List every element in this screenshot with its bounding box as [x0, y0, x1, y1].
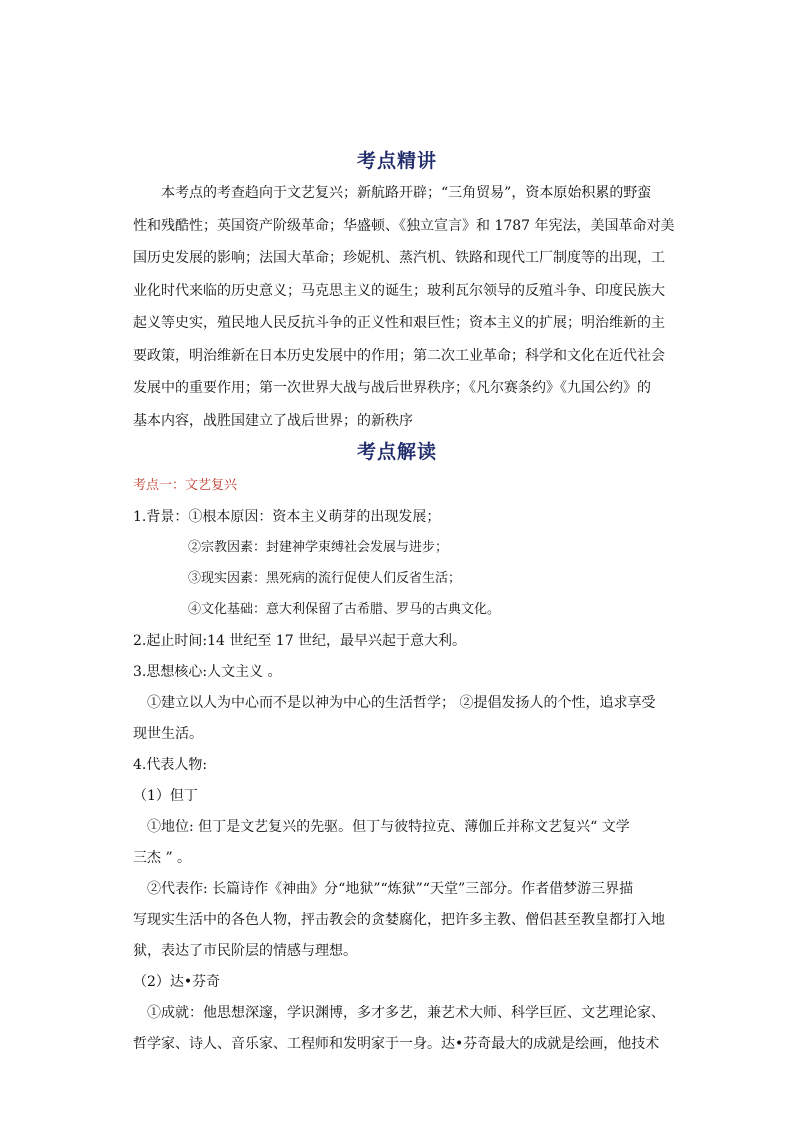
intro-line: 本考点的考查趋向于文艺复兴；新航路开辟；“三角贸易”，资本原始积累的野蛮 — [161, 185, 652, 201]
core-line: 3.思想核心:人文主义 。 — [133, 664, 282, 680]
background-line: 1.背景：①根本原因：资本主义萌芽的出现发展； — [133, 509, 441, 525]
background-line: ②宗教因素：封建神学束缚社会发展与进步； — [188, 540, 449, 555]
davinci-line: ①成就：他思想深邃，学识渊博，多才多艺，兼艺术大师、科学巨匠、文艺理论家、 — [147, 1005, 665, 1021]
dante-line: ①地位: 但丁是文艺复兴的先驱。但丁与彼特拉克、薄伽丘并称文艺复兴“ 文学 — [147, 819, 630, 835]
dante-line: 三杰 ” 。 — [133, 850, 192, 866]
core-detail-line: ①建立以人为中心而不是以神为中心的生活哲学； ②提倡发扬人的个性，追求享受 — [147, 695, 656, 711]
dante-line: ②代表作: 长篇诗作《神曲》分“地狱”“炼狱”“天堂”三部分。作者借梦游三界描 — [147, 881, 634, 897]
section-title-jingjiang: 考点精讲 — [356, 150, 437, 172]
intro-line: 国历史发展的影响；法国大革命；珍妮机、蒸汽机、铁路和现代工厂制度等的出现，工 — [133, 250, 665, 266]
davinci-heading: （2）达•芬奇 — [133, 974, 221, 990]
time-line: 2.起止时间:14 世纪至 17 世纪，最早兴起于意大利。 — [133, 633, 467, 649]
representatives-heading: 4.代表人物: — [133, 757, 208, 773]
dante-heading: （1）但丁 — [133, 788, 198, 804]
kaodian-heading: 考点一：文艺复兴 — [133, 478, 238, 493]
intro-line: 起义等史实，殖民地人民反抗斗争的正义性和艰巨性；资本主义的扩展；明治维新的主 — [133, 315, 665, 331]
intro-line: 要政策，明治维新在日本历史发展中的作用；第二次工业革命；科学和文化在近代社会 — [133, 347, 665, 364]
core-detail-line: 现世生活。 — [133, 726, 203, 742]
intro-line: 发展中的重要作用；第一次世界大战与战后世界秩序；《凡尔赛条约》《九国公约》的 — [133, 380, 651, 396]
background-line: ④文化基础：意大利保留了古希腊、罗马的古典文化。 — [188, 602, 501, 617]
intro-line: 基本内容，战胜国建立了战后世界；的新秩序 — [133, 412, 413, 429]
davinci-line: 哲学家、诗人、音乐家、工程师和发明家于一身。达•芬奇最大的成就是绘画，他技术 — [133, 1036, 660, 1052]
intro-paragraph — [133, 177, 675, 437]
intro-line: 业化时代来临的历史意义；马克思主义的诞生；玻利瓦尔领导的反殖斗争、印度民族大 — [133, 282, 665, 299]
dante-line: 狱，表达了市民阶层的情感与理想。 — [133, 943, 357, 959]
dante-line: 写现实生活中的各色人物，抨击教会的贪婪腐化，把许多主教、僧侣甚至教皇都打入地 — [133, 912, 665, 928]
intro-line: 性和残酷性；英国资产阶级革命；华盛顿、《独立宣言》和 1787 年宪法，美国革命对美 — [133, 217, 675, 234]
section-title-jiedu: 考点解读 — [356, 441, 437, 463]
background-line: ③现实因素：黑死病的流行促使人们反省生活； — [188, 571, 462, 586]
